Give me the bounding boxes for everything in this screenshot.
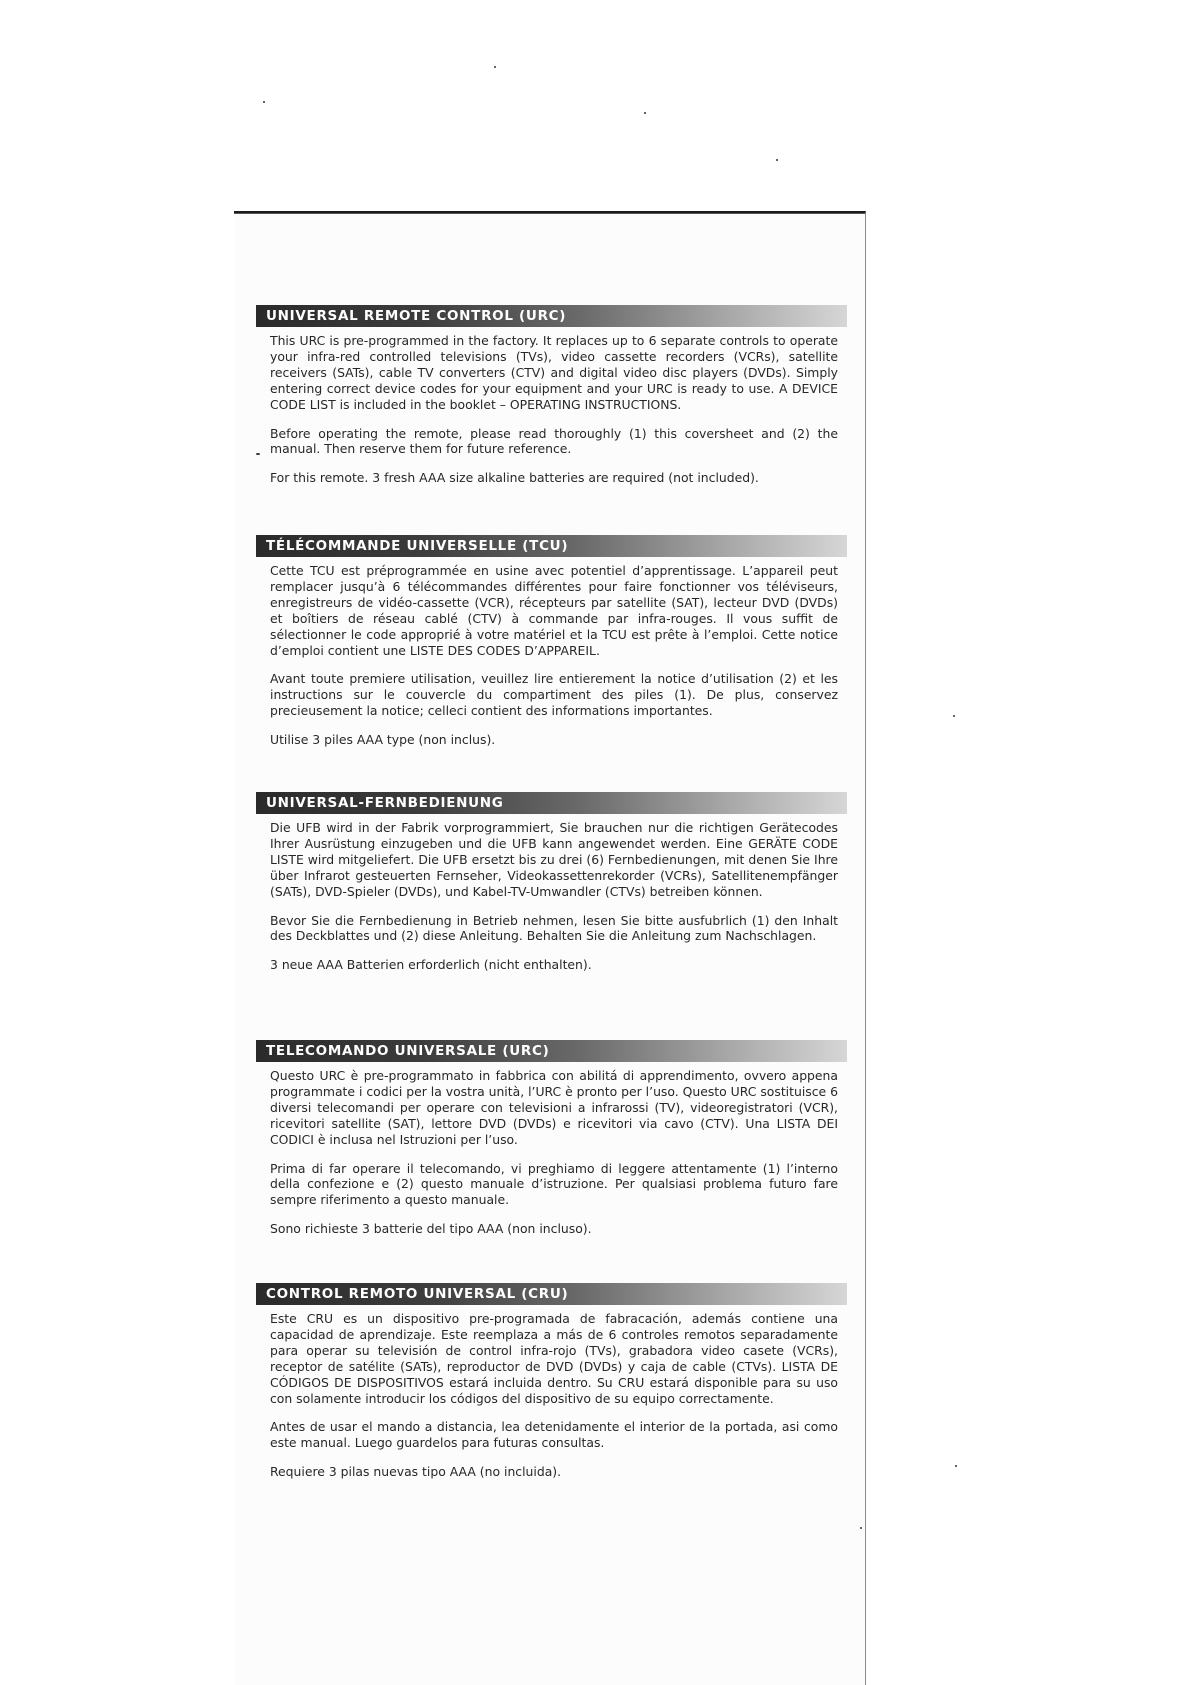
section-heading: UNIVERSAL-FERNBEDIENUNG bbox=[256, 792, 847, 814]
section-paragraph: This URC is pre-programmed in the factory. It replaces up to 6 separate controls to operate your infra-red controlled televisions (TVs), video cassette recorders (VCRs), satellite receivers (SATs), cable TV converters (CTV) and digital video disc players (DVDs). Simply entering correct device codes for your equipment and your URC is ready to use. A DEVICE CODE LIST is included in the booklet – OPERATING INSTRUCTIONS. bbox=[270, 333, 838, 412]
section-german bbox=[256, 792, 847, 973]
section-english bbox=[256, 305, 847, 486]
section-italian bbox=[256, 1040, 847, 1237]
scan-speck bbox=[955, 1465, 957, 1467]
section-heading: CONTROL REMOTO UNIVERSAL (CRU) bbox=[256, 1283, 847, 1305]
scan-speck bbox=[860, 1527, 862, 1529]
section-spanish bbox=[256, 1283, 847, 1480]
section-paragraph: Cette TCU est préprogrammée en usine avec potentiel d’apprentissage. L’appareil peut remplacer jusqu’à 6 télécommandes différentes pour faire fonctionner vos téléviseurs, enregistreurs de vidéo-cassette (VCR), récepteurs par satellite (SAT), lecteur DVD (DVDs) et boîtiers de réseau cablé (CTV) à commande par infra-rouges. Il vous suffit de sélectionner le code approprié à votre matériel et la TCU est prête à l’emploi. Cette notice d’emploi contient une LISTE DES CODES D’APPAREIL. bbox=[270, 563, 838, 658]
section-paragraph: Requiere 3 pilas nuevas tipo AAA (no incluida). bbox=[270, 1464, 562, 1480]
section-paragraph: Avant toute premiere utilisation, veuillez lire entierement la notice d’utilisation (2) et les instructions sur le couvercle du compartiment des piles (1). De plus, conservez precieusement la notice; celleci contient des informations importantes. bbox=[270, 671, 838, 719]
section-paragraph: Utilise 3 piles AAA type (non inclus). bbox=[270, 732, 496, 748]
section-paragraph: Sono richieste 3 batterie del tipo AAA (non incluso). bbox=[270, 1221, 592, 1237]
section-heading: TELECOMANDO UNIVERSALE (URC) bbox=[256, 1040, 847, 1062]
section-paragraph: Prima di far operare il telecomando, vi preghiamo di leggere attentamente (1) l’interno della confezione e (2) questo manuale d’istruzione. Per qualsiasi problema futuro fare sempre riferimento a questo manuale. bbox=[270, 1160, 838, 1208]
scan-speck bbox=[494, 66, 496, 68]
section-heading: TÉLÉCOMMANDE UNIVERSELLE (TCU) bbox=[256, 535, 847, 557]
section-paragraph: 3 neue AAA Batterien erforderlich (nicht enthalten). bbox=[270, 957, 592, 973]
section-heading: UNIVERSAL REMOTE CONTROL (URC) bbox=[256, 305, 847, 327]
section-paragraph: Este CRU es un dispositivo pre-programada de fabracación, además contiene una capacidad de aprendizaje. Este reemplaza a más de 6 controles remotos separadamente para operar su televisión de control infra-rojo (TVs), grabadora video casete (VCRs), receptor de satélite (SATs), reproductor de DVD (DVDs) y caja de cable (CTVs). LISTA DE CÓDIGOS DE DISPOSITIVOS estará incluida dentro. Su CRU estará disponible para su uso con solamente introducir los códigos del dispositivo de su equipo correctamente. bbox=[270, 1311, 838, 1406]
instruction-sheet bbox=[234, 211, 866, 1685]
section-paragraph: Questo URC è pre-programmato in fabbrica con abilitá di apprendimento, ovvero appena programmate i codici per la vostra unità, l’URC è pronto per l’uso. Questo URC sostituisce 6 diversi telecomandi per operare con televisioni a infrarossi (TV), videoregistratori (VCR), ricevitori satellite (SAT), lettore DVD (DVDs) e ricevitori via cavo (CTV). Una LISTA DEI CODICI è inclusa nel Istruzioni per l’uso. bbox=[270, 1068, 838, 1147]
scan-speck bbox=[644, 112, 646, 114]
scan-speck bbox=[953, 715, 955, 717]
section-paragraph: Before operating the remote, please read thoroughly (1) this coversheet and (2) the manual. Then reserve them for future reference. bbox=[270, 425, 838, 457]
section-french bbox=[256, 535, 847, 748]
section-paragraph: For this remote. 3 fresh AAA size alkaline batteries are required (not included). bbox=[270, 470, 759, 486]
scan-speck bbox=[776, 159, 778, 161]
section-paragraph: Antes de usar el mando a distancia, lea detenidamente el interior de la portada, asi como este manual. Luego guardelos para futuras consultas. bbox=[270, 1419, 838, 1451]
section-paragraph: Die UFB wird in der Fabrik vorprogrammiert, Sie brauchen nur die richtigen Gerätecodes Ihrer Ausrüstung einzugeben und die UFB kann angewendet werden. Eine GERÄTE CODE LISTE wird mitgeliefert. Die UFB ersetzt bis zu drei (6) Fernbedienungen, mit denen Sie Ihre über Infrarot gesteuerten Fernseher, Videokassettenrekorder (VCRs), Satellitenempfänger (SATs), DVD-Spieler (DVDs), und Kabel-TV-Umwandler (CTVs) betreiben können. bbox=[270, 820, 838, 899]
scan-speck bbox=[263, 101, 265, 103]
section-paragraph: Bevor Sie die Fernbedienung in Betrieb nehmen, lesen Sie bitte ausfubrlich (1) den Inhalt des Deckblattes und (2) diese Anleitung. Behalten Sie die Anleitung zum Nachschlagen. bbox=[270, 912, 838, 944]
scan-speck bbox=[256, 453, 260, 455]
